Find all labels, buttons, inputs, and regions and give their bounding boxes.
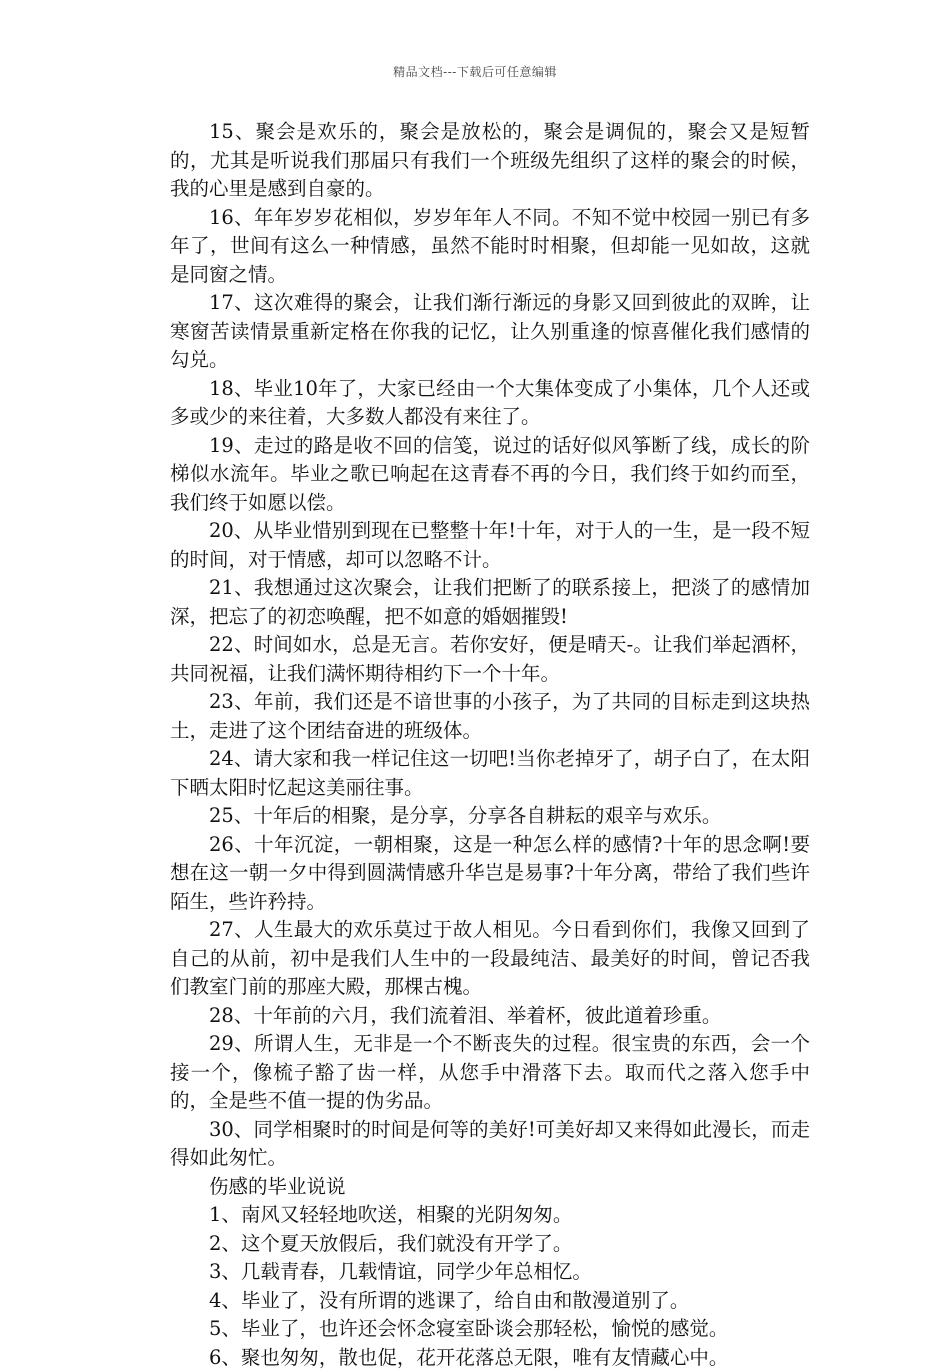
list-item-3: 3、几载青春，几载情谊，同学少年总相忆。 [170, 1258, 810, 1287]
list-item-4: 4、毕业了，没有所谓的逃课了，给自由和散漫道别了。 [170, 1287, 810, 1316]
paragraph-30: 30、同学相聚时的时间是何等的美好!可美好却又来得如此漫长，而走得如此匆忙。 [170, 1116, 810, 1173]
list-item-6: 6、聚也匆匆，散也促，花开花落总无限，唯有友情藏心中。 [170, 1344, 810, 1372]
document-body [170, 118, 810, 1372]
paragraph-19: 19、走过的路是收不回的信笺，说过的话好似风筝断了线，成长的阶梯似水流年。毕业之歌已响起在这青春不再的今日，我们终于如约而至，我们终于如愿以偿。 [170, 432, 810, 518]
paragraph-26: 26、十年沉淀，一朝相聚，这是一种怎么样的感情?十年的思念啊!要想在这一朝一夕中得到圆满情感升华岂是易事?十年分离，带给了我们些许陌生，些许矜持。 [170, 831, 810, 917]
paragraph-21: 21、我想通过这次聚会，让我们把断了的联系接上，把淡了的感情加深，把忘了的初恋唤醒，把不如意的婚姻摧毁! [170, 574, 810, 631]
list-item-2: 2、这个夏天放假后，我们就没有开学了。 [170, 1230, 810, 1259]
paragraph-18: 18、毕业10年了，大家已经由一个大集体变成了小集体，几个人还或多或少的来往着，大多数人都没有来往了。 [170, 375, 810, 432]
list-item-5: 5、毕业了，也许还会怀念寝室卧谈会那轻松，愉悦的感觉。 [170, 1315, 810, 1344]
paragraph-24: 24、请大家和我一样记住这一切吧!当你老掉牙了，胡子白了，在太阳下晒太阳时忆起这美丽往事。 [170, 745, 810, 802]
section-heading: 伤感的毕业说说 [170, 1173, 810, 1202]
page-header: 精品文档---下载后可任意编辑 [0, 63, 950, 80]
paragraph-28: 28、十年前的六月，我们流着泪、举着杯，彼此道着珍重。 [170, 1002, 810, 1031]
list-item-1: 1、南风又轻轻地吹送，相聚的光阴匆匆。 [170, 1201, 810, 1230]
paragraph-22: 22、时间如水，总是无言。若你安好，便是晴天-。让我们举起酒杯，共同祝福，让我们满怀期待相约下一个十年。 [170, 631, 810, 688]
paragraph-23: 23、年前，我们还是不谙世事的小孩子，为了共同的目标走到这块热土，走进了这个团结奋进的班级体。 [170, 688, 810, 745]
paragraph-17: 17、这次难得的聚会，让我们渐行渐远的身影又回到彼此的双眸，让寒窗苦读情景重新定格在你我的记忆，让久别重逢的惊喜催化我们感情的勾兑。 [170, 289, 810, 375]
paragraph-16: 16、年年岁岁花相似，岁岁年年人不同。不知不觉中校园一别已有多年了，世间有这么一种情感，虽然不能时时相聚，但却能一见如故，这就是同窗之情。 [170, 204, 810, 290]
paragraph-29: 29、所谓人生，无非是一个不断丧失的过程。很宝贵的东西，会一个接一个，像梳子豁了齿一样，从您手中滑落下去。取而代之落入您手中的，全是些不值一提的伪劣品。 [170, 1030, 810, 1116]
paragraph-27: 27、人生最大的欢乐莫过于故人相见。今日看到你们，我像又回到了自己的从前，初中是我们人生中的一段最纯洁、最美好的时间，曾记否我们教室门前的那座大殿，那棵古槐。 [170, 916, 810, 1002]
paragraph-20: 20、从毕业惜别到现在已整整十年!十年，对于人的一生，是一段不短的时间，对于情感，却可以忽略不计。 [170, 517, 810, 574]
paragraph-15: 15、聚会是欢乐的，聚会是放松的，聚会是调侃的，聚会又是短暂的，尤其是听说我们那届只有我们一个班级先组织了这样的聚会的时候，我的心里是感到自豪的。 [170, 118, 810, 204]
paragraph-25: 25、十年后的相聚，是分享，分享各自耕耘的艰辛与欢乐。 [170, 802, 810, 831]
